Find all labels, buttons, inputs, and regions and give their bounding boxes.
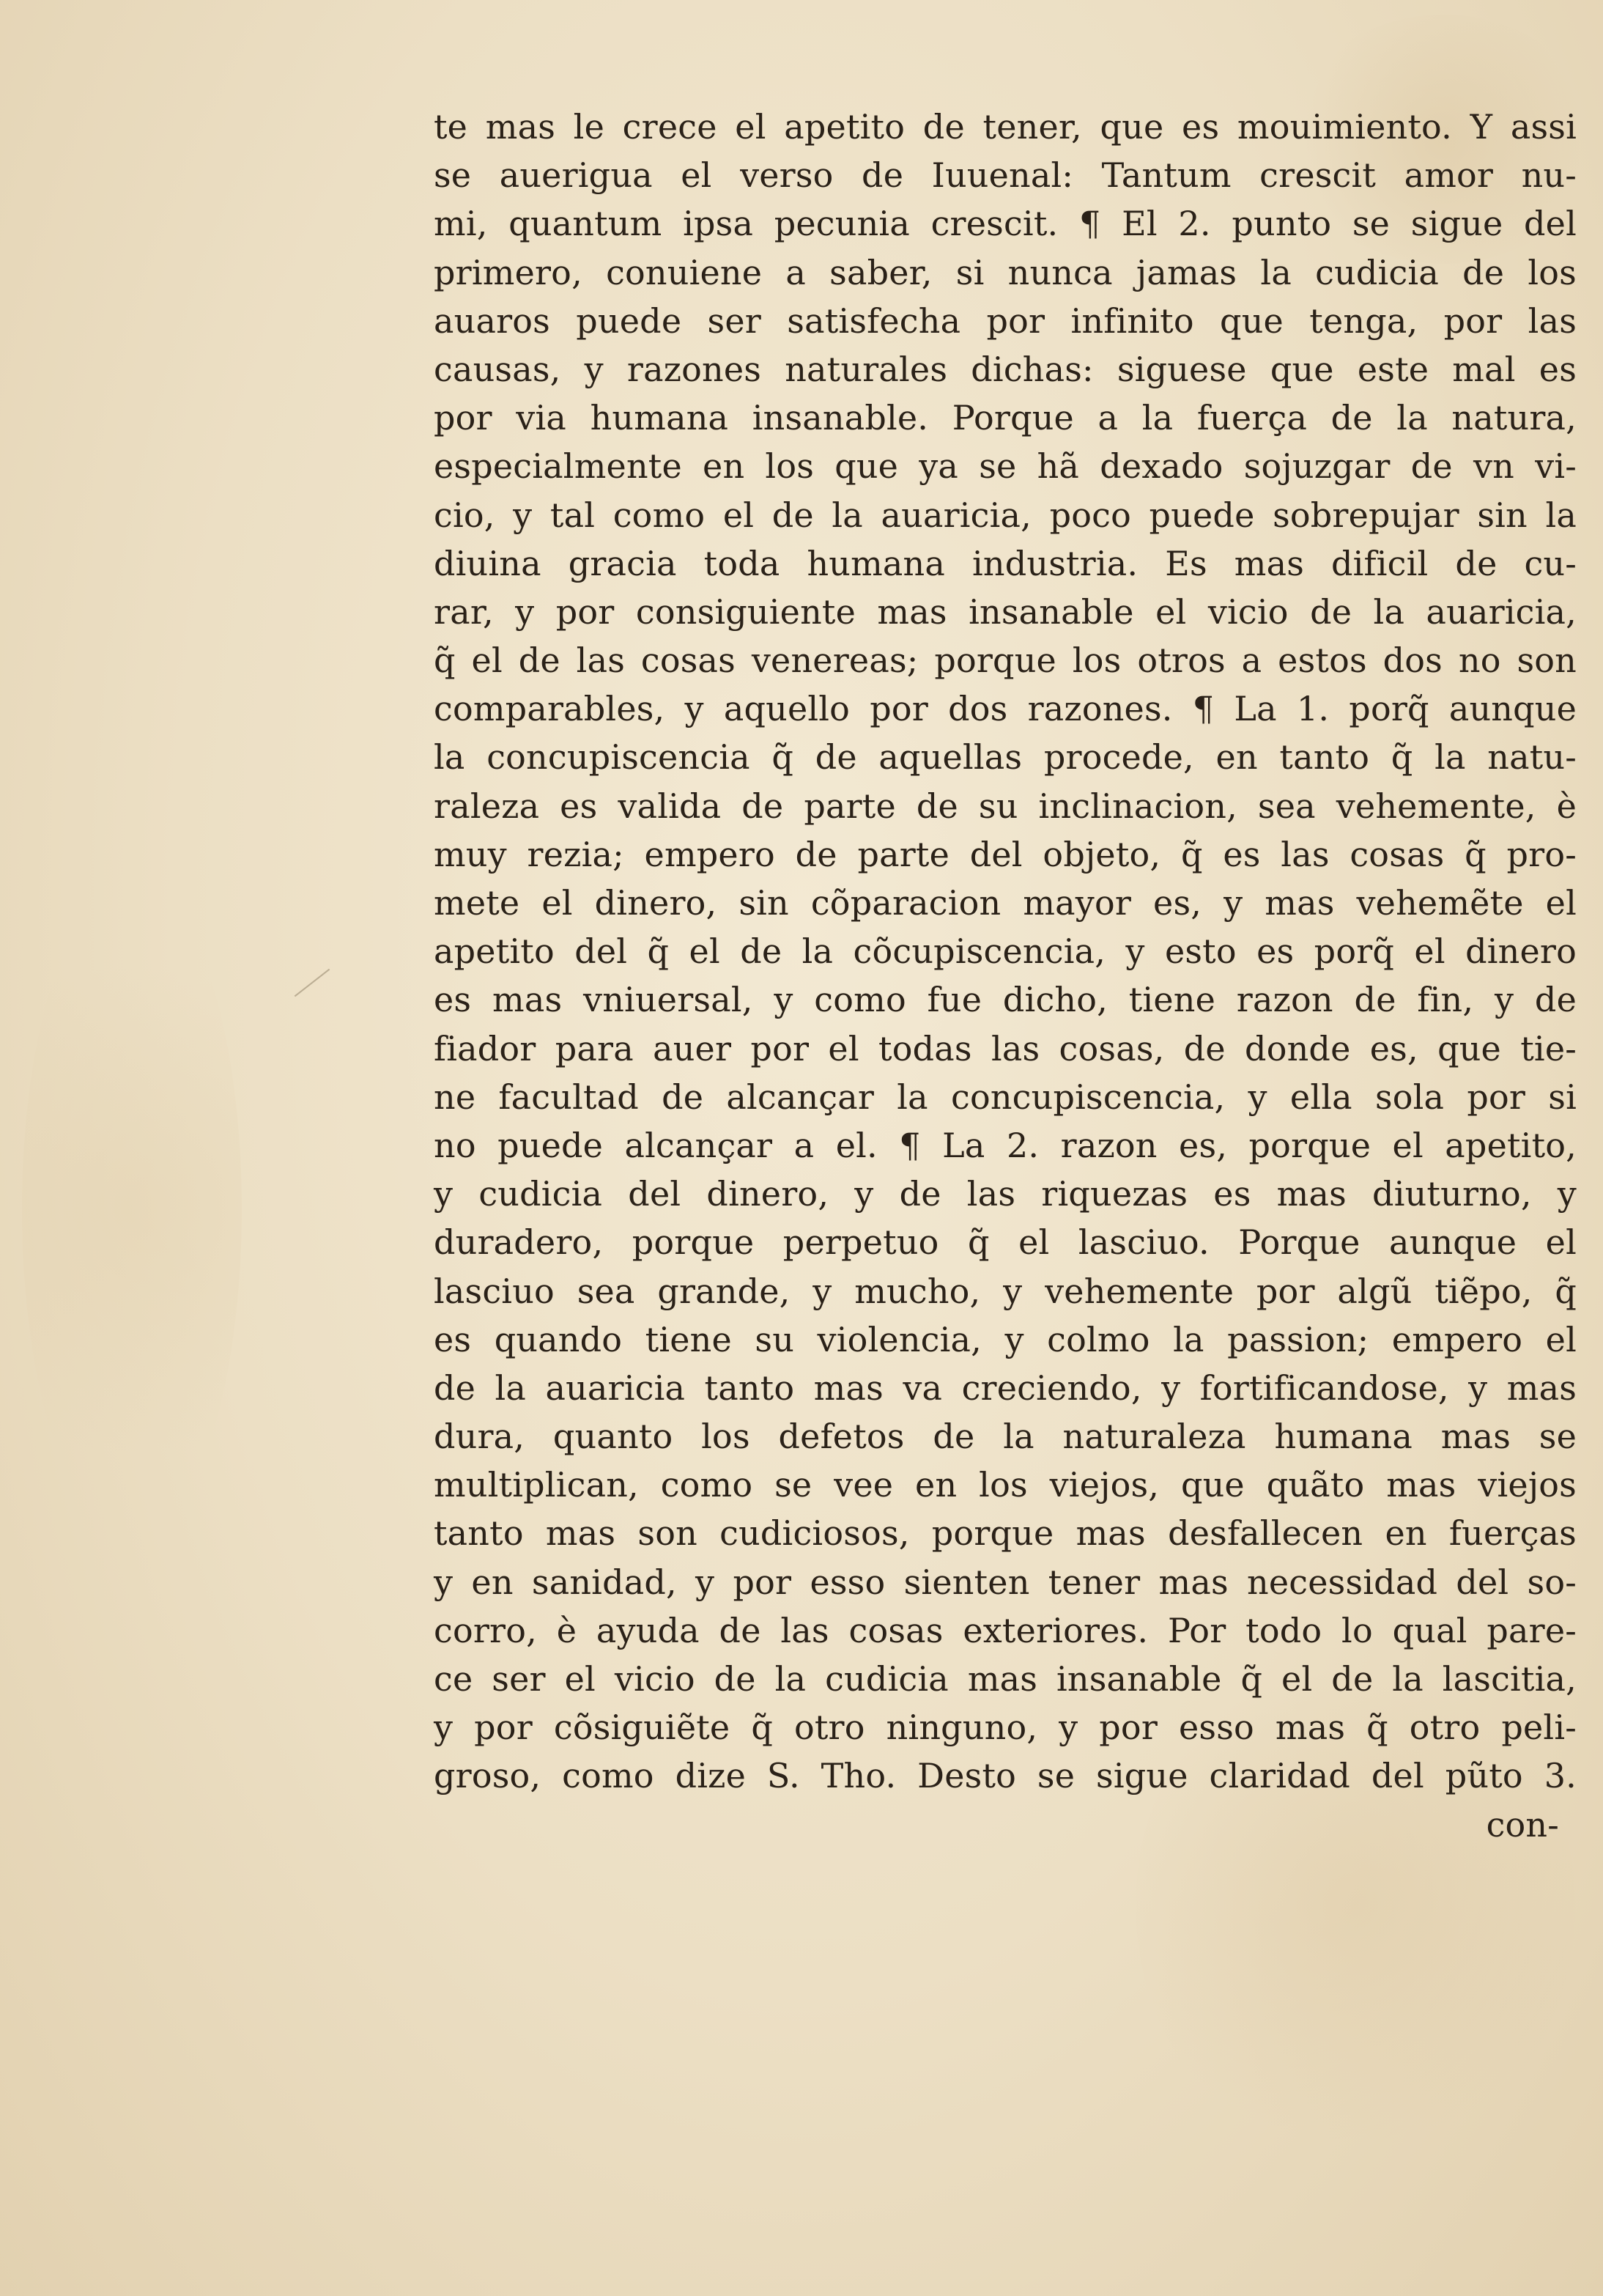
text-line: especialmente en los que ya se hã dexado sojuzgar de vn vi- xyxy=(434,446,1577,487)
text-line: muy rezia; empero de parte del objeto, q̃ es las cosas q̃ pro- xyxy=(434,834,1577,874)
text-line: y en sanidad, y por esso sienten tener mas necessidad del so- xyxy=(434,1562,1577,1602)
text-line: raleza es valida de parte de su inclinacion, sea vehemente, è xyxy=(434,786,1577,826)
text-line: groso, como dize S. Tho. Desto se sigue claridad del pũto 3. xyxy=(434,1756,1577,1796)
pen-mark xyxy=(295,969,330,997)
text-line: comparables, y aquello por dos razones. ¶ La 1. porq̃ aunque xyxy=(434,689,1577,729)
text-line: te mas le crece el apetito de tener, que es mouimiento. Y assi xyxy=(434,107,1577,147)
text-line: primero, conuiene a saber, si nunca jamas la cudicia de los xyxy=(434,252,1577,292)
text-line: apetito del q̃ el de la cõcupiscencia, y esto es porq̃ el dinero xyxy=(434,931,1577,972)
text-line: ce ser el vicio de la cudicia mas insanable q̃ el de la lascitia, xyxy=(434,1659,1577,1699)
paper-stain xyxy=(22,879,242,1539)
text-line: corro, è ayuda de las cosas exteriores. Por todo lo qual pare- xyxy=(434,1610,1577,1650)
text-line: diuina gracia toda humana industria. Es mas dificil de cu- xyxy=(434,543,1577,583)
text-line: dura, quanto los defetos de la naturaleza humana mas se xyxy=(434,1417,1577,1457)
text-line: multiplican, como se vee en los viejos, que quãto mas viejos xyxy=(434,1465,1577,1505)
catchword: con- xyxy=(1486,1804,1559,1845)
text-line: y por cõsiguiẽte q̃ otro ninguno, y por esso mas q̃ otro peli- xyxy=(434,1708,1577,1748)
text-line: por via humana insanable. Porque a la fuerça de la natura, xyxy=(434,398,1577,438)
text-line: causas, y razones naturales dichas: siguese que este mal es xyxy=(434,349,1577,389)
text-line: q̃ el de las cosas venereas; porque los otros a estos dos no son xyxy=(434,641,1577,681)
text-line: de la auaricia tanto mas va creciendo, y fortificandose, y mas xyxy=(434,1367,1577,1408)
text-line: es mas vniuersal, y como fue dicho, tiene razon de fin, y de xyxy=(434,980,1577,1020)
text-line: ne facultad de alcançar la concupiscencia, y ella sola por si xyxy=(434,1077,1577,1117)
text-line: mi, quantum ipsa pecunia crescit. ¶ El 2. punto se sigue del xyxy=(434,204,1577,244)
text-line: cio, y tal como el de la auaricia, poco puede sobrepujar sin la xyxy=(434,495,1577,535)
text-line: y cudicia del dinero, y de las riquezas es mas diuturno, y xyxy=(434,1174,1577,1214)
text-line: tanto mas son cudiciosos, porque mas desfallecen en fuerças xyxy=(434,1513,1577,1554)
text-line: no puede alcançar a el. ¶ La 2. razon es, porque el apetito, xyxy=(434,1125,1577,1165)
text-line: rar, y por consiguiente mas insanable el vicio de la auaricia, xyxy=(434,591,1577,632)
page-text xyxy=(434,103,1577,1849)
text-line: es quando tiene su violencia, y colmo la passion; empero el xyxy=(434,1319,1577,1359)
text-line: se auerigua el verso de Iuuenal: Tantum crescit amor nu- xyxy=(434,155,1577,196)
text-line: duradero, porque perpetuo q̃ el lasciuo. Porque aunque el xyxy=(434,1222,1577,1263)
text-line: la concupiscencia q̃ de aquellas procede, en tanto q̃ la natu- xyxy=(434,737,1577,778)
text-line: mete el dinero, sin cõparacion mayor es, y mas vehemẽte el xyxy=(434,883,1577,923)
text-line: fiador para auer por el todas las cosas, de donde es, que tie- xyxy=(434,1028,1577,1068)
text-line: lasciuo sea grande, y mucho, y vehemente por algũ tiẽpo, q̃ xyxy=(434,1271,1577,1311)
text-line: auaros puede ser satisfecha por infinito que tenga, por las xyxy=(434,300,1577,341)
